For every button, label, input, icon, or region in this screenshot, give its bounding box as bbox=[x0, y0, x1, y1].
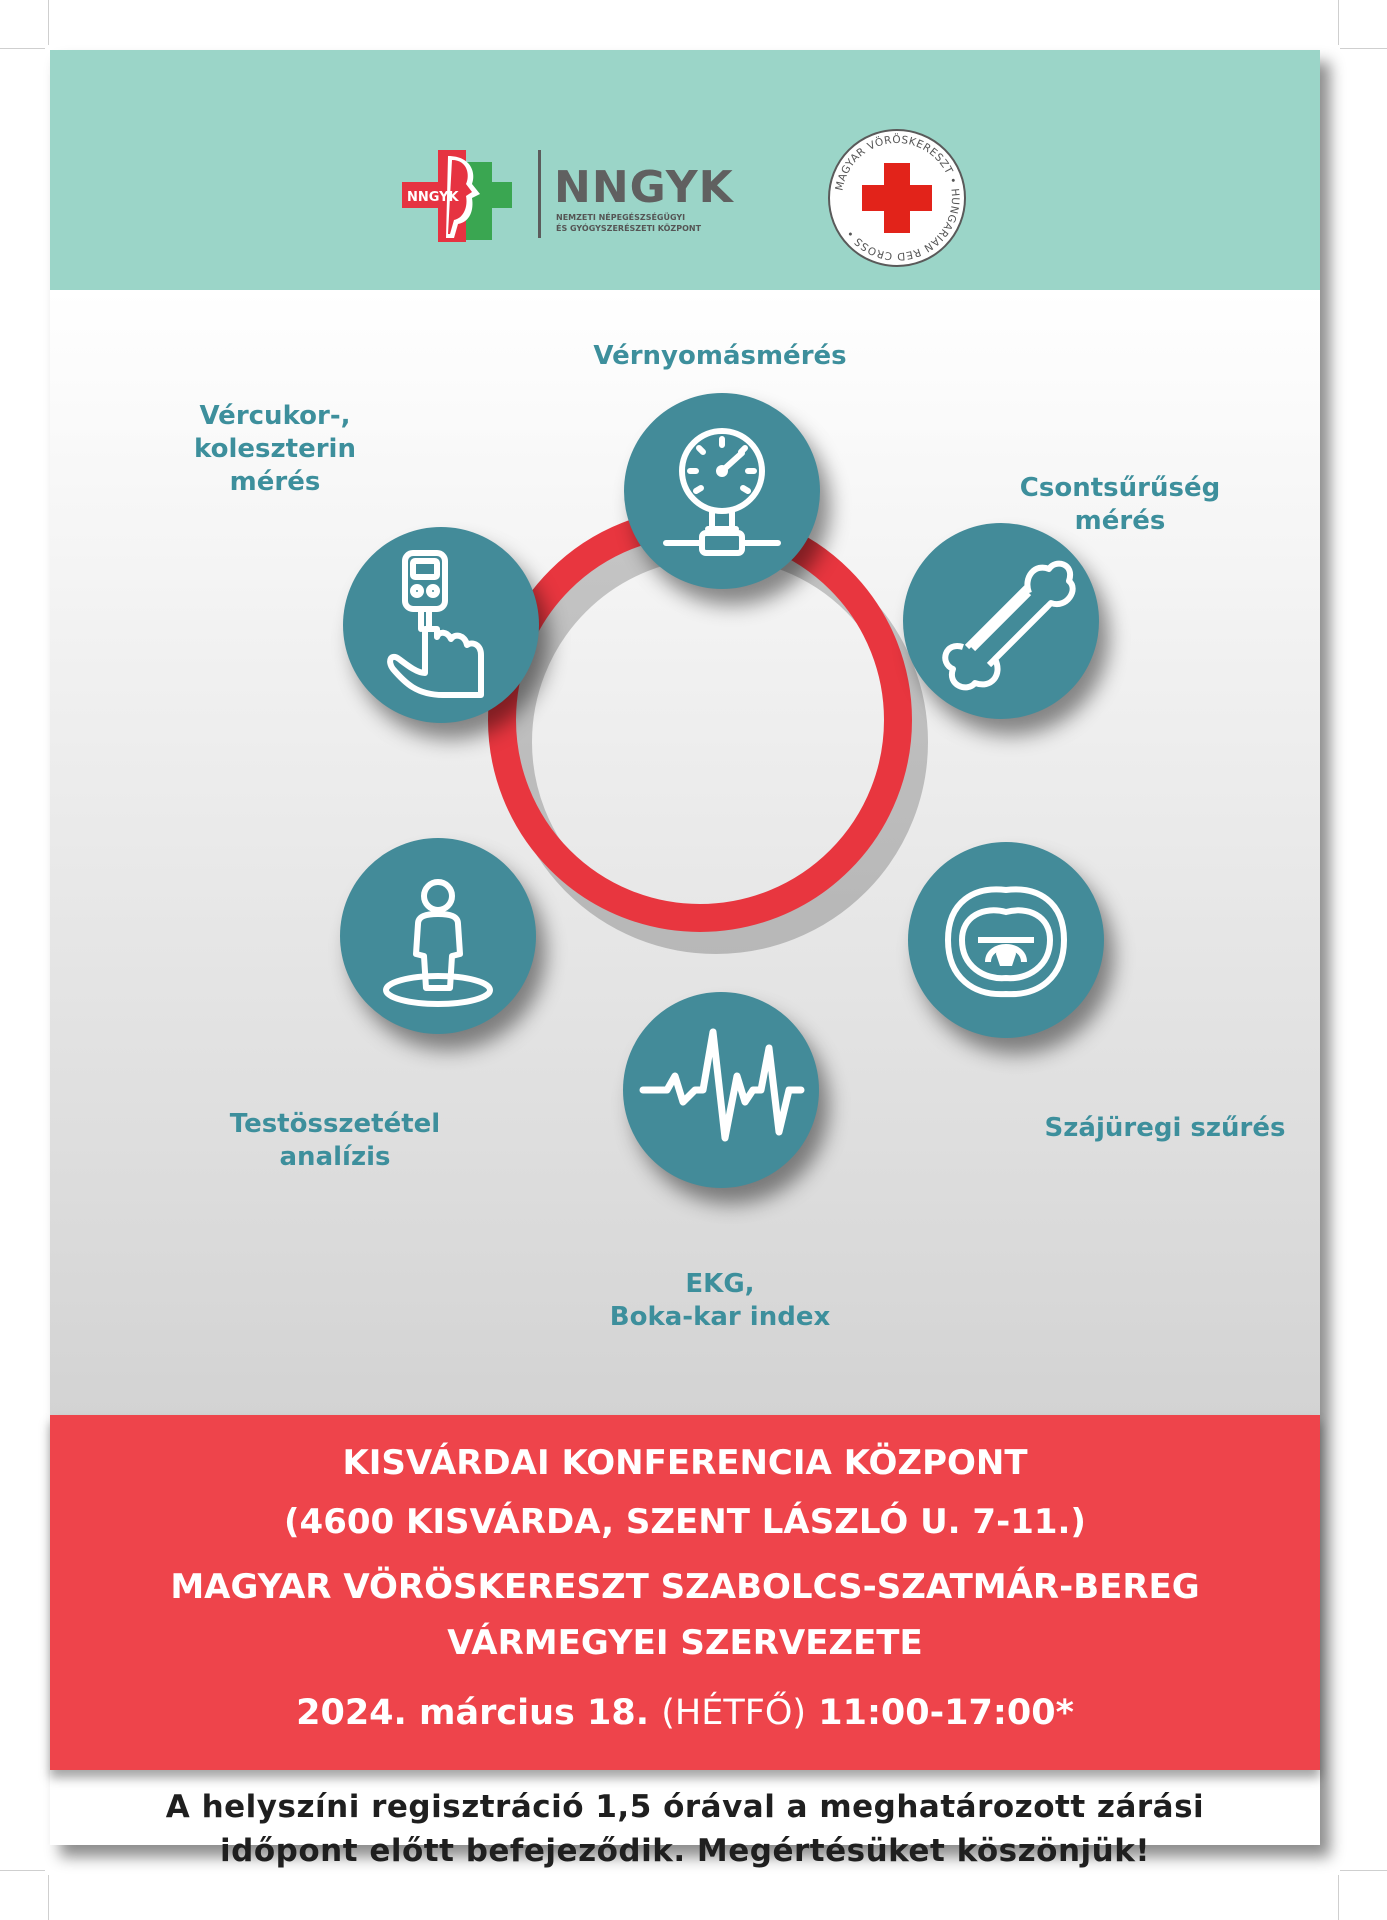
venue-address: (4600 KISVÁRDA, SZENT LÁSZLÓ U. 7-11.) bbox=[284, 1502, 1086, 1542]
organizer-line2: VÁRMEGYEI SZERVEZETE bbox=[447, 1623, 923, 1663]
pressure-gauge-icon bbox=[624, 393, 820, 589]
label-body-composition: Testösszetétel analízis bbox=[229, 1109, 441, 1172]
poster bbox=[50, 50, 1320, 1869]
label-oral: Szájüregi szűrés bbox=[1044, 1113, 1286, 1143]
crop-mark bbox=[48, 0, 49, 45]
logo-divider bbox=[538, 150, 541, 238]
crop-mark bbox=[1340, 1870, 1387, 1871]
event-info-band bbox=[50, 1415, 1320, 1770]
person-scale-icon bbox=[340, 838, 536, 1034]
crop-mark bbox=[1338, 0, 1339, 45]
venue-name: KISVÁRDAI KONFERENCIA KÖZPONT bbox=[342, 1443, 1028, 1483]
station-oral bbox=[908, 842, 1104, 1038]
red-cross-logo bbox=[827, 128, 967, 268]
crop-mark bbox=[0, 1870, 45, 1871]
event-date-time bbox=[50, 1693, 1320, 1733]
open-mouth-icon bbox=[908, 842, 1104, 1038]
screening-stations-area bbox=[50, 290, 1320, 1415]
organizer-line1: MAGYAR VÖRÖSKERESZT SZABOLCS-SZATMÁR-BEREG bbox=[170, 1567, 1200, 1607]
crop-mark bbox=[48, 1875, 49, 1920]
crop-mark bbox=[0, 48, 45, 49]
nngyk-subtitle bbox=[556, 212, 756, 234]
event-date: 2024. március 18. bbox=[296, 1693, 650, 1733]
station-body-composition bbox=[340, 838, 536, 1034]
label-ekg: EKG, Boka-kar index bbox=[609, 1269, 831, 1332]
crop-mark bbox=[1338, 1875, 1339, 1920]
event-time: 11:00-17:00* bbox=[818, 1693, 1074, 1733]
heartbeat-icon bbox=[623, 992, 819, 1188]
nngyk-logo bbox=[402, 150, 734, 242]
nngyk-subtitle-line1: NEMZETI NÉPEGÉSZSÉGÜGYI bbox=[556, 213, 686, 222]
nngyk-badge-text: NNGYK bbox=[407, 190, 459, 205]
registration-note bbox=[50, 1785, 1320, 1873]
glucometer-finger-icon bbox=[343, 527, 539, 723]
station-blood-sugar bbox=[343, 527, 539, 723]
nngyk-subtitle-line2: ÉS GYÓGYSZERÉSZETI KÖZPONT bbox=[556, 224, 702, 233]
header-band bbox=[50, 50, 1320, 290]
nngyk-cross-icon bbox=[402, 150, 522, 242]
label-blood-sugar: Vércukor-, koleszterin mérés bbox=[194, 401, 356, 497]
station-bone-density bbox=[903, 523, 1099, 719]
event-weekday: (HÉTFŐ) bbox=[661, 1693, 807, 1733]
bone-icon bbox=[903, 523, 1099, 719]
nngyk-name: NNGYK bbox=[554, 162, 734, 213]
station-ekg bbox=[623, 992, 819, 1188]
crop-mark bbox=[1340, 48, 1387, 49]
note-line2: időpont előtt befejeződik. Megértésüket köszönjük! bbox=[220, 1833, 1150, 1869]
station-blood-pressure bbox=[624, 393, 820, 589]
red-cross-ring-text: MAGYAR VÖRÖSKERESZT • HUNGARIAN RED CROSS • bbox=[833, 133, 962, 263]
note-line1: A helyszíni regisztráció 1,5 órával a meghatározott zárási bbox=[165, 1789, 1205, 1825]
label-bone-density: Csontsűrűség mérés bbox=[1019, 473, 1221, 536]
label-blood-pressure: Vérnyomásmérés bbox=[593, 341, 847, 371]
